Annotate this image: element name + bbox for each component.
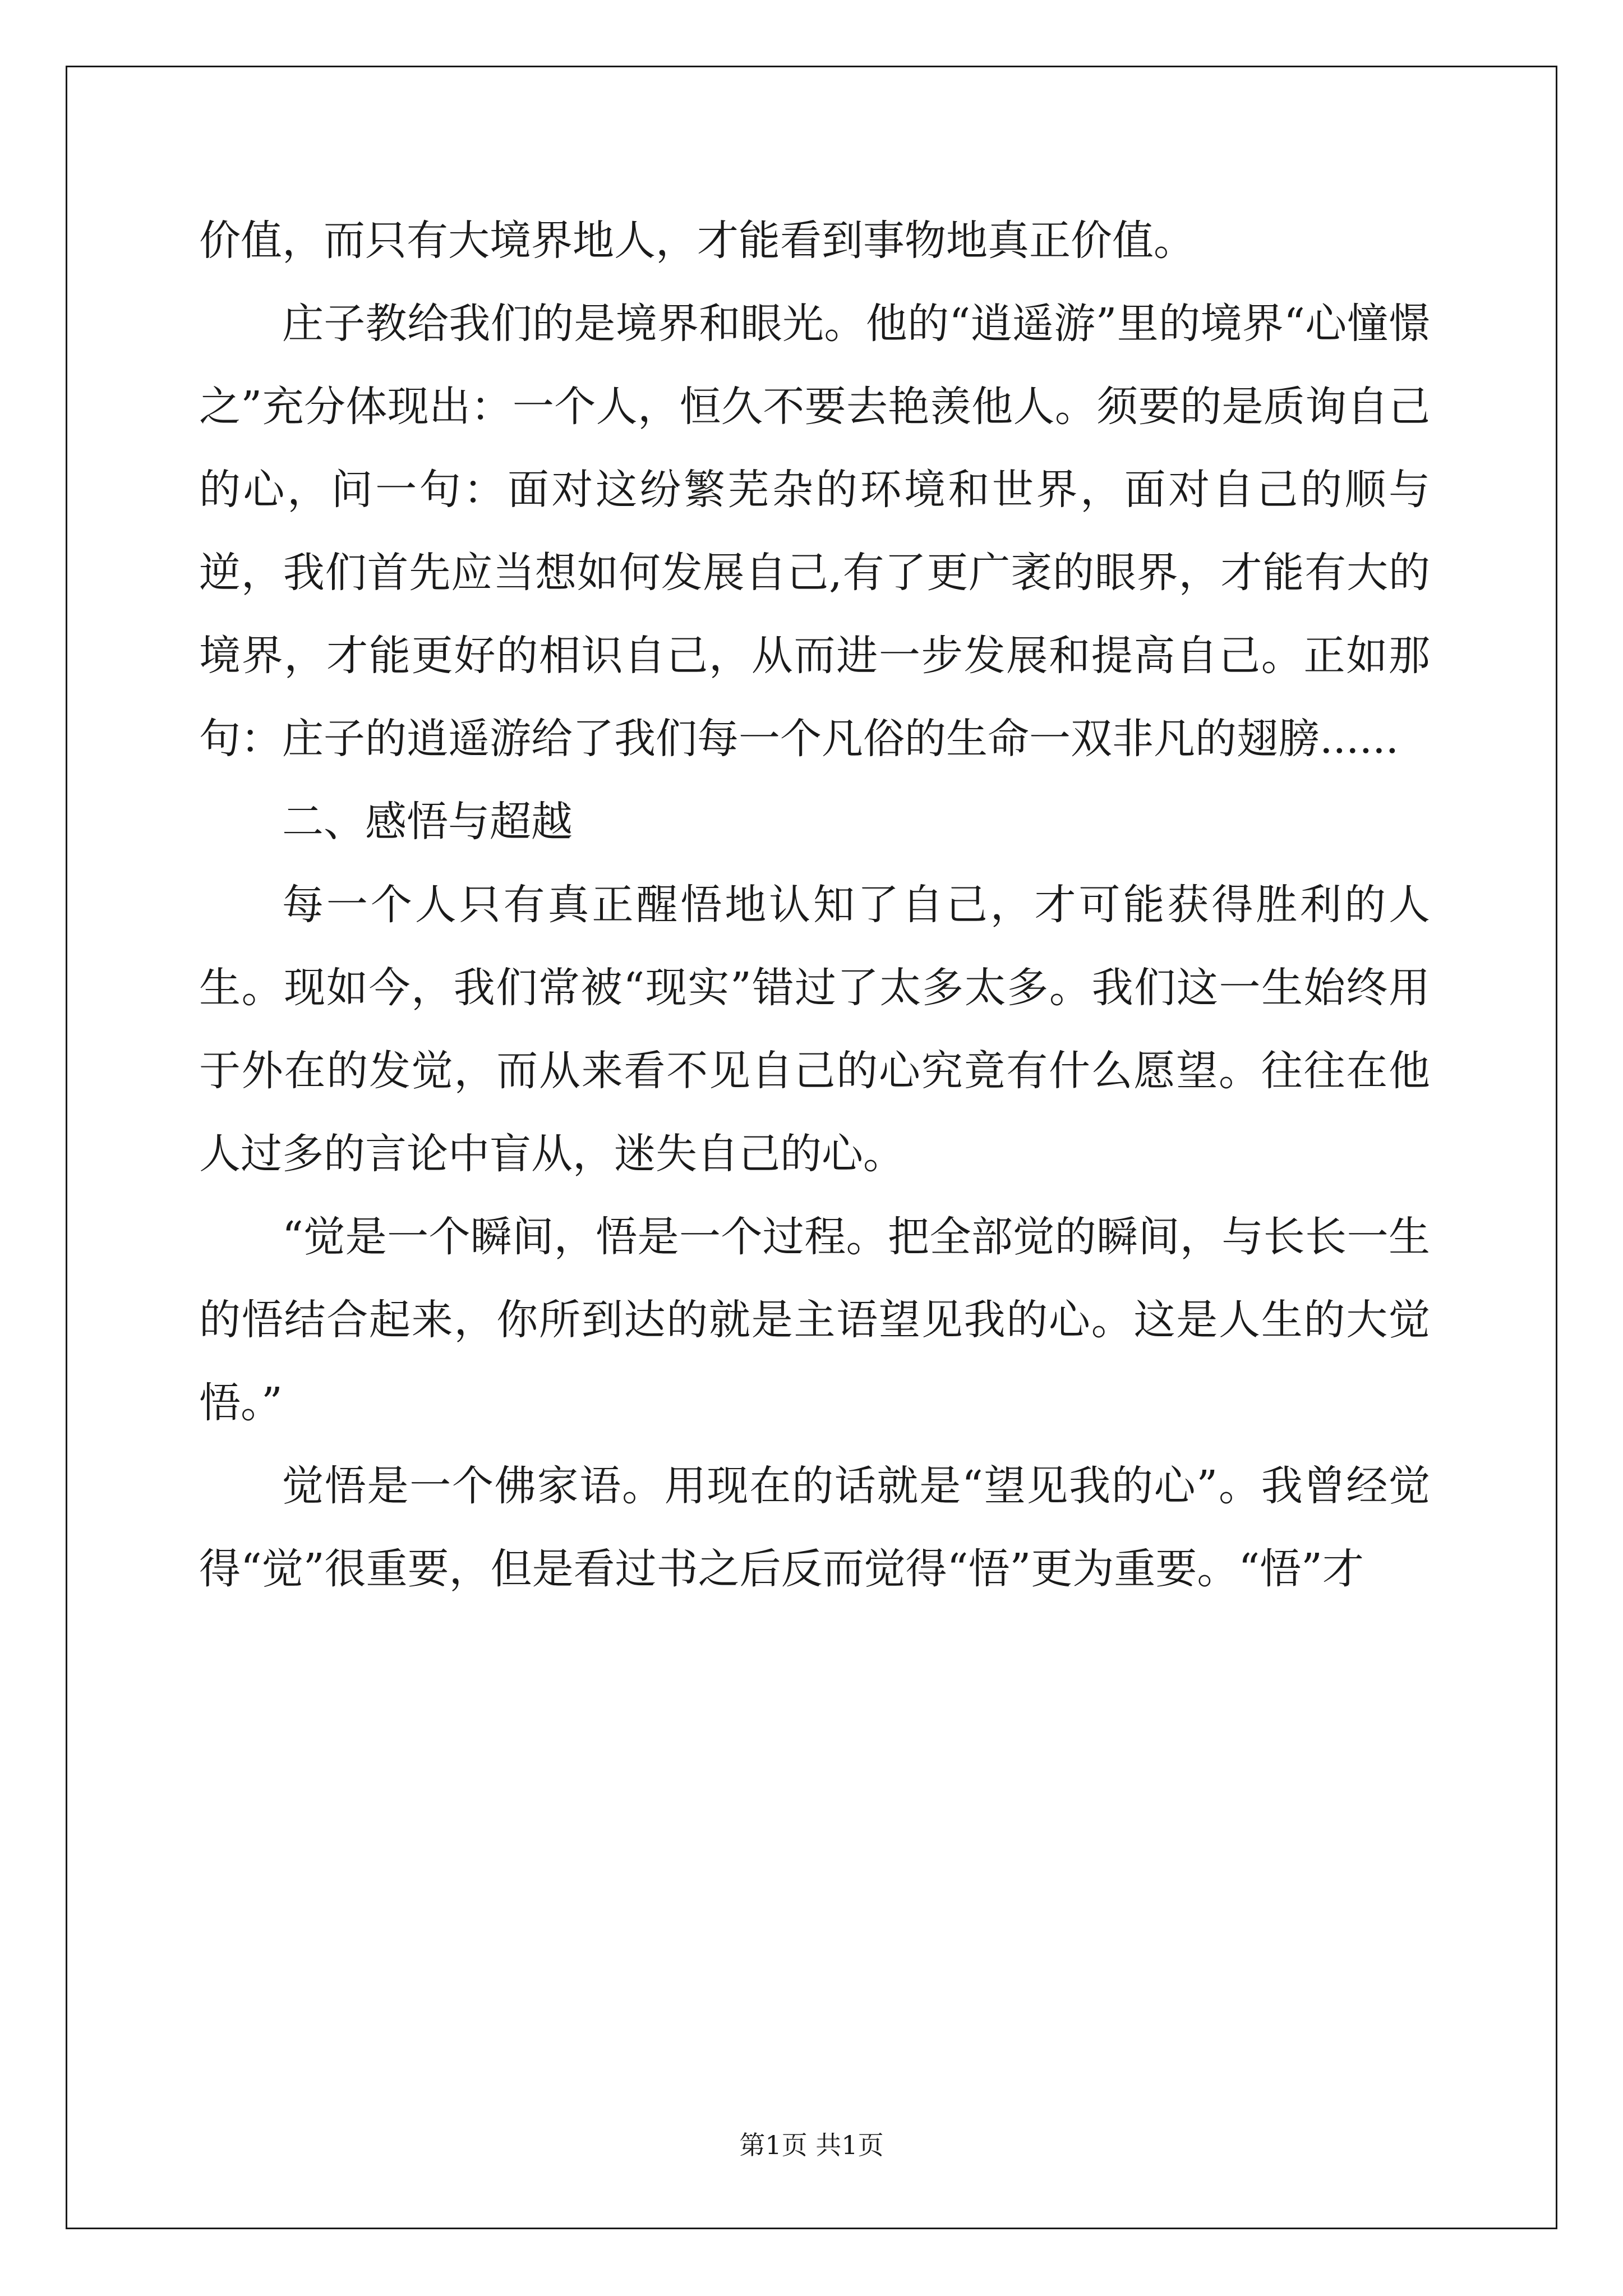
paragraph-zhuangzi: 庄子教给我们的是境界和眼光。他的“逍遥游”里的境界“心憧憬之”充分体现出：一个人，恒久不要去艳羡他人。须要的是质询自己的心，问一句：面对这纷繁芜杂的环境和世界，面对自己的顺与逆，我们首先应当想如何发展自己,有了更广袤的眼界，才能有大的境界，才能更好的相识自己，从而进一步发展和提高自己。正如那句：庄子的逍遥游给了我们每一个凡俗的生命一双非凡的翅膀......: [199, 300, 1430, 763]
document-body: [199, 199, 1430, 1611]
paragraph-continuation: 价值，而只有大境界地人，才能看到事物地真正价值。: [199, 217, 1195, 265]
paragraph-self-awareness: 每一个人只有真正醒悟地认知了自己，才可能获得胜利的人生。现如今，我们常被“现实”错过了太多太多。我们这一生始终用于外在的发觉，而从来看不见自己的心究竟有什么愿望。往往在他人过多的言论中盲从，迷失自己的心。: [199, 881, 1430, 1178]
page-number: 第1页 共1页: [739, 2130, 884, 2160]
paragraph-enlightenment: 觉悟是一个佛家语。用现在的话就是“望见我的心”。我曾经觉得“觉”很重要，但是看过书之后反而觉得“悟”更为重要。“悟”才: [199, 1462, 1430, 1593]
section-heading: 二、感悟与超越: [282, 798, 573, 846]
paragraph-quote: “觉是一个瞬间，悟是一个过程。把全部觉的瞬间，与长长一生的悟结合起来，你所到达的就是主语望见我的心。这是人生的大觉悟。”: [199, 1213, 1430, 1427]
